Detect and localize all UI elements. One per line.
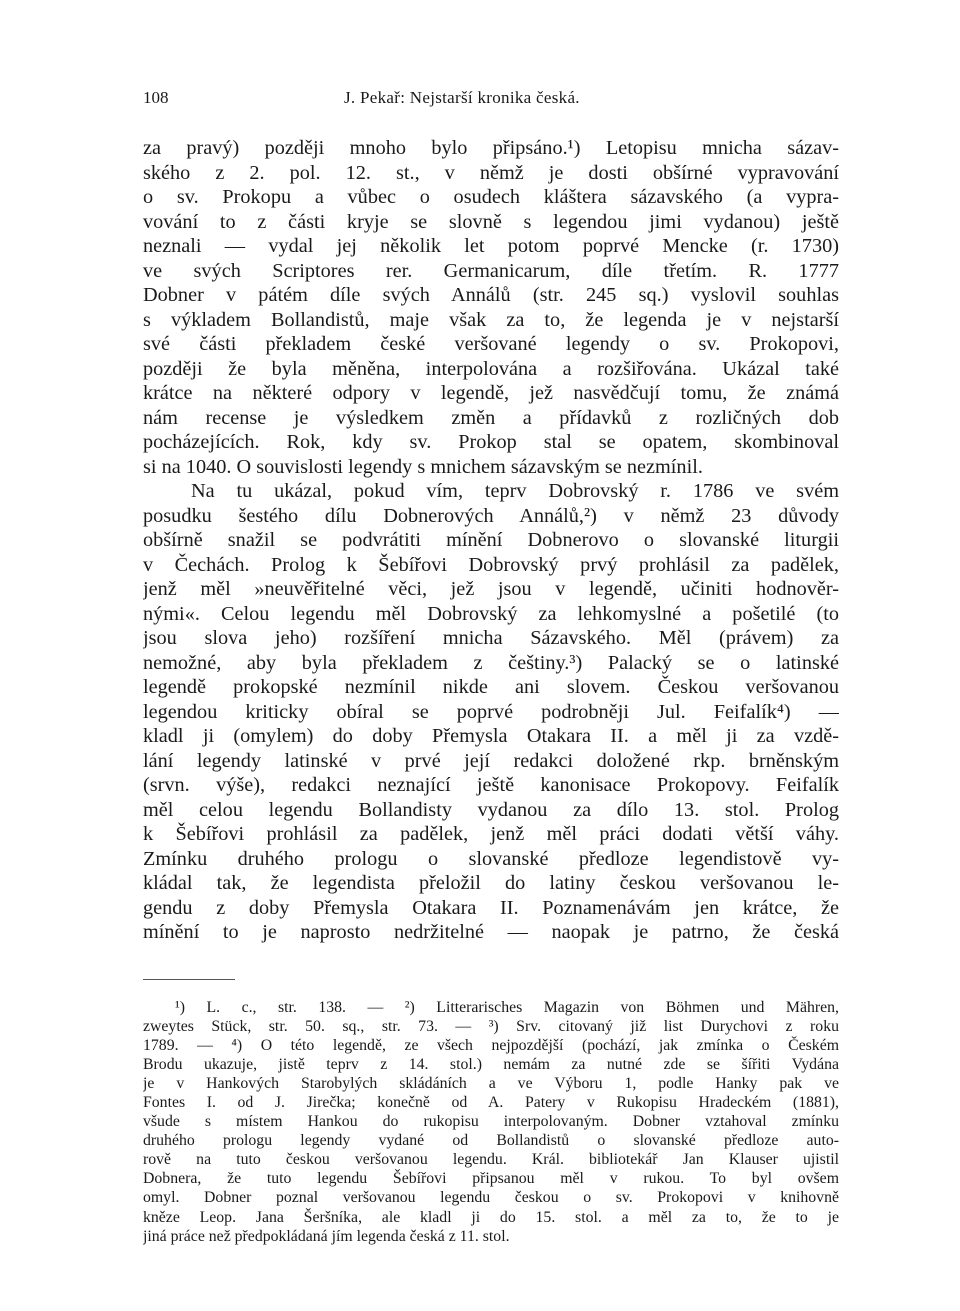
body-line: legendě prokopské nezmínil nikde ani slovem. Českou veršovanou xyxy=(143,676,839,698)
footnote-line: Brodu ukazuje, jistě teprv z 14. stol.) nemám za nutné zde se šířiti Vydána xyxy=(143,1055,839,1073)
body-line: ského z 2. pol. 12. st., v němž je dosti obšírné vypravování xyxy=(143,161,839,184)
footnotes xyxy=(143,998,839,1246)
footnote-line: omyl. Dobner poznal veršovanou legendu českou o sv. Prokopovi v knihovně xyxy=(143,1189,839,1207)
footnote-line: druhého prologu legendy vydané od Bollandistů o slovanské předloze auto- xyxy=(143,1132,839,1150)
footnote-line: jiná práce než předpokládaná jím legenda česká z 11. stol. xyxy=(143,1227,510,1245)
footnote-line: kněze Leop. Jana Šeršníka, ale kladl ji do 15. stol. a měl za to, že to je xyxy=(143,1208,839,1226)
page-number: 108 xyxy=(143,88,169,107)
body-line: jenž měl »neuvěřitelné věci, jež jsou v legendě, učiniti hodnověr- xyxy=(143,578,839,600)
footnote-line: Fontes I. od J. Jirečka; konečně od A. Patery v Rukopisu Hradeckém (1881), xyxy=(143,1093,839,1111)
book-page xyxy=(143,88,839,1246)
body-line: Na tu ukázal, pokud vím, teprv Dobrovský r. 1786 ve svém xyxy=(191,480,839,502)
footnote-line: ¹) L. c., str. 138. — ²) Litterarisches Magazin von Böhmen und Mähren, xyxy=(175,998,839,1016)
footnote-line: zweytes Stück, str. 50. sq., str. 73. — ³) Srv. citovaný již list Durychovi z roku xyxy=(143,1017,839,1035)
body-line: krátce na některé odpory v legendě, jež nasvědčují tomu, že známá xyxy=(143,382,839,404)
body-line: obšírně snažil se podvrátiti mínění Dobnerovo o slovanské liturgii xyxy=(143,529,839,551)
body-line: nemožné, aby byla překladem z češtiny.³) Palacký se o latinské xyxy=(143,651,839,674)
body-line: nám recense je výsledkem změn a přídavků z rozličných dob xyxy=(143,406,839,429)
body-line: si na 1040. O souvislosti legendy s mnichem sázavským se nezmínil. xyxy=(143,455,703,478)
running-head xyxy=(143,88,839,118)
footnote-line: rově na tuto českou veršovanou legendu. Král. bibliotekář Jan Klauser ujistil xyxy=(143,1151,839,1169)
body-line: měl celou legendu Bollandisty vydanou za dílo 13. stol. Prolog xyxy=(143,798,839,821)
body-line: pocházejících. Rok, kdy sv. Prokop stal se opatem, skombinoval xyxy=(143,431,839,453)
body-line: posudku šestého dílu Dobnerových Annálů,²) v němž 23 důvody xyxy=(143,504,839,527)
body-line: Zmínku druhého prologu o slovanské předloze legendistově vy- xyxy=(143,847,839,870)
body-text xyxy=(143,136,839,945)
running-title: J. Pekař: Nejstarší kronika česká. xyxy=(344,88,580,107)
body-line: vování to z části kryje se slovně s legendou jimi vydanou) ještě xyxy=(143,210,839,233)
body-line: lání legendy latinské v prvé její redakci doložené rkp. brněnským xyxy=(143,749,839,772)
body-line: za pravý) později mnoho bylo připsáno.¹) Letopisu mnicha sázav- xyxy=(143,137,839,159)
body-line: Dobner v pátém díle svých Annálů (str. 245 sq.) vyslovil souhlas xyxy=(143,284,839,306)
body-line: své části překladem české veršované legendy o sv. Prokopovi, xyxy=(143,333,839,355)
footnote-divider xyxy=(143,979,235,980)
footnote-line: všude s místem Hankou do rukopisu interpolovaným. Dobner vztahoval zmínku xyxy=(143,1113,839,1131)
footnote-line: 1789. — ⁴) O této legendě, ze všech nejpozdější (pochází, jak zmínka o Českém xyxy=(143,1036,839,1054)
body-line: k Šebířovi prohlásil za padělek, jenž měl práci dodati větší váhy. xyxy=(143,823,839,845)
body-line: v Čechách. Prolog k Šebířovi Dobrovský prvý prohlásil za padělek, xyxy=(143,553,839,576)
body-line: neznali — vydal jej několik let potom poprvé Mencke (r. 1730) xyxy=(143,235,839,257)
body-line: později že byla měněna, interpolována a rozšiřována. Ukázal také xyxy=(143,357,839,380)
footnote-line: je v Hankových Starobylých skládáních a ve Výboru 1, podle Hanky pak ve xyxy=(143,1074,839,1092)
body-line: ve svých Scriptores rer. Germanicarum, díle třetím. R. 1777 xyxy=(143,259,839,282)
body-line: o sv. Prokopu a vůbec o osudech kláštera sázavského (a vypra- xyxy=(143,186,839,208)
body-line: nými«. Celou legendu měl Dobrovský za lehkomyslné a pošetilé (to xyxy=(143,602,839,625)
body-line: s výkladem Bollandistů, maje však za to, že legenda je v nejstarší xyxy=(143,308,839,331)
body-line: mínění to je naprosto nedržitelné — naopak je patrno, že česká xyxy=(143,921,839,943)
body-line: kladl ji (omylem) do doby Přemysla Otakara II. a měl ji za vzdě- xyxy=(143,725,839,747)
body-line: kládal tak, že legendista přeložil do latiny českou veršovanou le- xyxy=(143,872,839,894)
body-line: jsou slova jeho) rozšíření mnicha Sázavského. Měl (právem) za xyxy=(143,627,839,649)
footnote-line: Dobnera, že tuto legendu Šebířovi připsanou měl v rukou. To byl ovšem xyxy=(143,1170,839,1188)
body-line: legendou kriticky obíral se poprvé podrobněji Jul. Feifalík⁴) — xyxy=(143,700,839,723)
body-line: gendu z doby Přemysla Otakara II. Poznamenávám jen krátce, že xyxy=(143,896,839,919)
body-line: (srvn. výše), redakci neznající ještě kanonisace Prokopovy. Feifalík xyxy=(143,774,839,796)
